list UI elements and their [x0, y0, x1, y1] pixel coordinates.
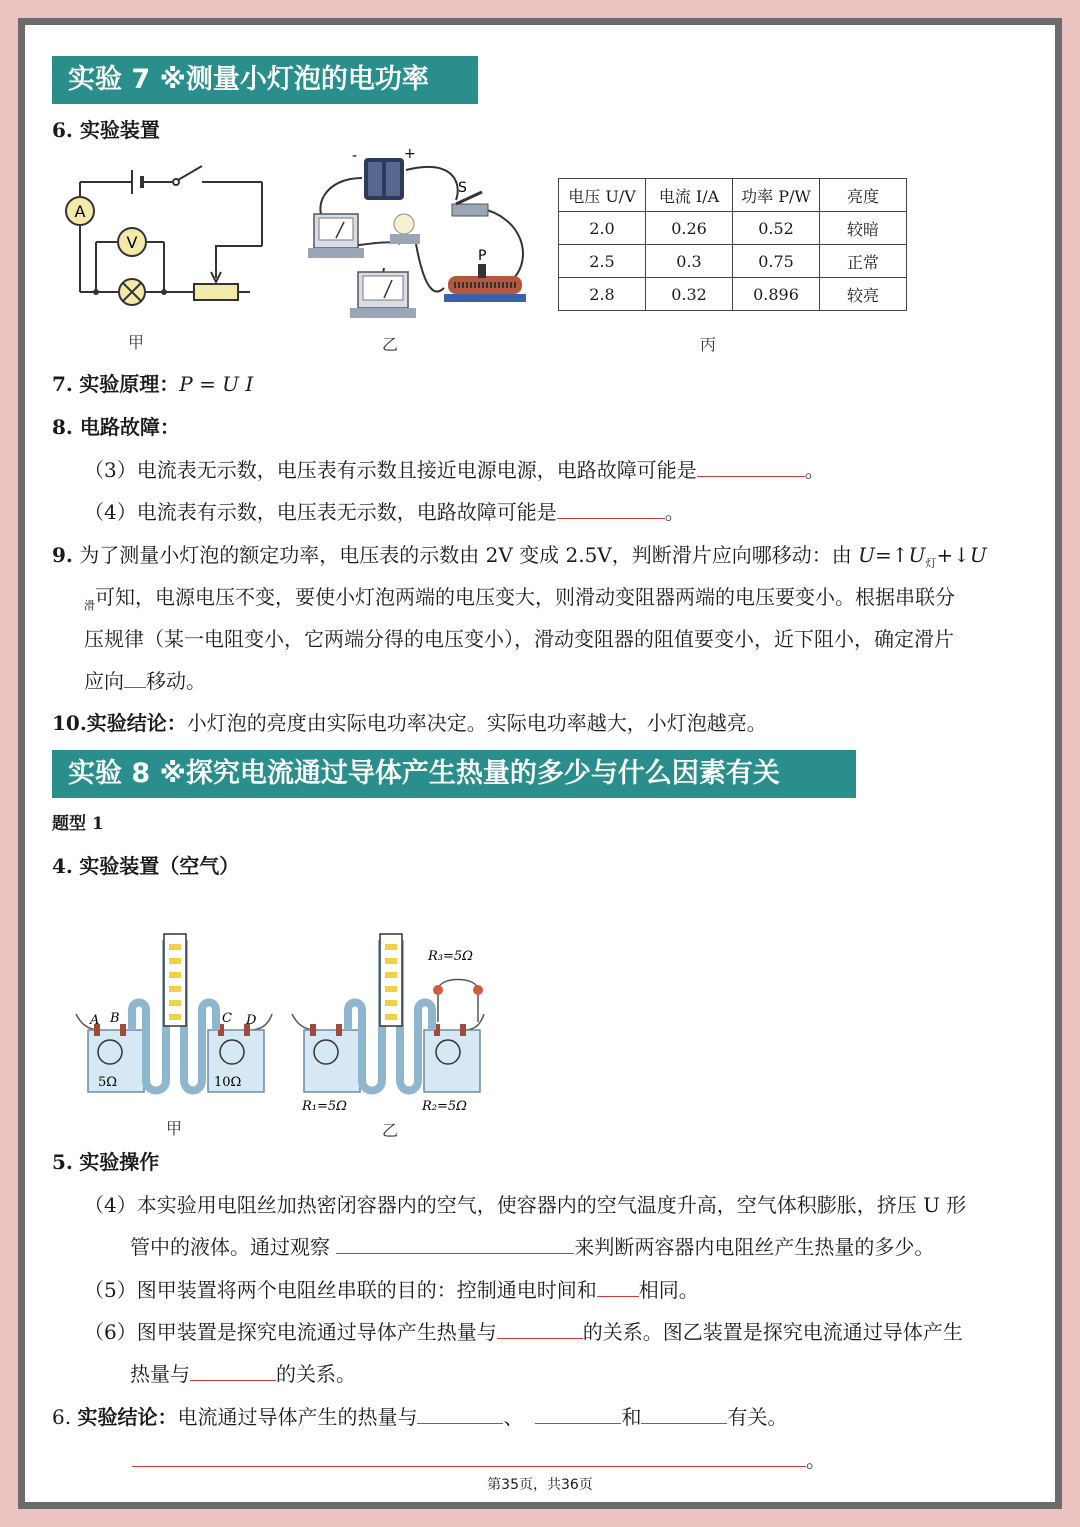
section-label: 实验装置 — [79, 118, 160, 142]
exp7-section-10 — [52, 709, 767, 737]
section-number: 10. — [52, 711, 87, 735]
figure-caption-a: 甲 — [128, 333, 145, 352]
exp8-section-6 — [52, 1403, 787, 1431]
table-cell: 0.3 — [646, 245, 733, 278]
punctuation: 。 — [806, 1448, 826, 1472]
question-text: （5）图甲装置将两个电阻丝串联的目的：控制通电时间和 — [84, 1278, 597, 1302]
table-cell: 2.8 — [559, 278, 646, 311]
resistor-r3-icon — [433, 985, 483, 995]
container-right — [424, 1024, 480, 1092]
question-text: （3）电流表无示数，电压表有示数且接近电源电源，电路故障可能是 — [84, 458, 697, 482]
section-label: 实验结论： — [86, 711, 187, 735]
exp7-section-9-line4 — [84, 667, 206, 695]
figure-caption-b: 乙 — [382, 335, 399, 354]
header-brightness: 亮度 — [820, 179, 907, 212]
section-label: 实验结论： — [77, 1405, 178, 1429]
question-type-label: 题型 1 — [52, 814, 104, 834]
lamp-icon — [119, 279, 145, 305]
operation-question-5 — [84, 1276, 699, 1304]
fault-question-3 — [84, 456, 825, 484]
table-row — [559, 278, 907, 311]
question-text: 热量与 — [130, 1362, 190, 1386]
table-cell: 2.0 — [559, 212, 646, 245]
operation-question-4-line1: （4）本实验用电阻丝加热密闭容器内的空气，使容器内的空气温度升高，空气体积膨胀，挤压 U 形 — [84, 1193, 967, 1217]
battery-icon — [364, 158, 404, 200]
answer-blank[interactable] — [124, 669, 146, 688]
answer-blank[interactable] — [336, 1235, 574, 1254]
table-cell: 较暗 — [820, 212, 907, 245]
punctuation: 、 — [503, 1405, 524, 1429]
svg-text:P: P — [478, 248, 487, 264]
table-cell: 0.32 — [646, 278, 733, 311]
header-voltage: 电压 U/V — [559, 179, 646, 212]
voltmeter-device-icon — [350, 272, 416, 318]
answer-blank[interactable] — [641, 1405, 727, 1424]
table-cell: 0.896 — [733, 278, 820, 311]
operation-question-6-line1 — [84, 1318, 963, 1346]
voltmeter-icon — [118, 228, 146, 256]
table-row — [559, 212, 907, 245]
answer-blank[interactable] — [190, 1362, 276, 1381]
conclusion-text: 电流通过导体产生的热量与 — [177, 1405, 418, 1429]
section-number: 6. — [52, 1405, 72, 1429]
operation-question-6-line2 — [130, 1360, 356, 1388]
formula: U=↑U — [858, 543, 926, 567]
svg-text:-: - — [352, 148, 358, 164]
heat-caption-b: 乙 — [382, 1121, 399, 1140]
question-text: 管中的液体。通过观察 — [130, 1235, 337, 1259]
answer-blank[interactable] — [535, 1405, 621, 1424]
exp7-section-9-line3: 压规律（某一电阻变小，它两端分得的电压变小），滑动变阻器的阻值要变小，近下阻小，确定滑片 — [84, 627, 954, 651]
answer-blank[interactable] — [697, 458, 805, 477]
exp7-section-8 — [52, 413, 180, 441]
conclusion-text: 有关。 — [727, 1405, 788, 1429]
section-label: 实验原理： — [79, 372, 180, 396]
table-cell: 2.5 — [559, 245, 646, 278]
table-cell: 0.75 — [733, 245, 820, 278]
table-cell: 正常 — [820, 245, 907, 278]
formula: +↓U — [936, 543, 987, 567]
exp7-section-7 — [52, 370, 253, 398]
table-cell: 0.26 — [646, 212, 733, 245]
exp7-section-6 — [52, 116, 160, 144]
paragraph-text: 移动。 — [146, 669, 206, 693]
exp8-section-4 — [52, 852, 239, 880]
operation-question-4-line2 — [130, 1233, 934, 1261]
table-cell: 较亮 — [820, 278, 907, 311]
conjunction: 和 — [621, 1405, 642, 1429]
table-header-row — [559, 179, 907, 212]
svg-text:B: B — [110, 1011, 120, 1026]
section-number: 8. — [52, 415, 73, 439]
svg-text:S: S — [458, 180, 467, 196]
svg-text:5Ω: 5Ω — [98, 1075, 118, 1090]
section-label: 实验操作 — [79, 1150, 160, 1174]
svg-text:10Ω: 10Ω — [214, 1075, 242, 1090]
section-number: 9. — [52, 543, 73, 567]
svg-text:R₁=5Ω: R₁=5Ω — [302, 1099, 347, 1114]
table-cell: 0.52 — [733, 212, 820, 245]
subscript: 灯 — [925, 557, 937, 570]
measurement-table — [558, 178, 907, 311]
paragraph-text: 为了测量小灯泡的额定功率，电压表的示数由 2V 变成 2.5V，判断滑片应向哪移动：由 — [79, 543, 859, 567]
answer-blank[interactable] — [597, 1278, 639, 1297]
exp8-section-5 — [52, 1148, 159, 1176]
question-text: （6）图甲装置是探究电流通过导体产生热量与 — [84, 1320, 497, 1344]
punctuation: 。 — [804, 458, 825, 482]
svg-text:+: + — [404, 148, 416, 162]
ammeter-icon — [66, 197, 94, 225]
question-text: 来判断两容器内电阻丝产生热量的多少。 — [574, 1235, 935, 1259]
paragraph-text: 应向 — [84, 669, 124, 693]
heat-caption-a: 甲 — [166, 1119, 183, 1138]
svg-text:R₃=5Ω: R₃=5Ω — [428, 949, 473, 964]
svg-text:R₂=5Ω: R₂=5Ω — [422, 1099, 467, 1114]
answer-blank[interactable] — [497, 1320, 583, 1339]
section-label: 电路故障： — [79, 415, 180, 439]
power-formula: P = U I — [179, 372, 254, 396]
exp7-section-9-line1 — [52, 541, 987, 578]
page-footer: 第35页，共36页 — [487, 1477, 593, 1493]
exp8-section-6-line2 — [132, 1446, 826, 1474]
answer-blank[interactable] — [557, 500, 665, 519]
answer-blank[interactable] — [132, 1448, 806, 1467]
svg-text:C: C — [222, 1011, 232, 1026]
rheostat-device-icon — [444, 264, 526, 302]
section-number: 6. — [52, 118, 73, 142]
section-number: 4. — [52, 854, 73, 878]
exp7-title-banner: 实验 7 ※测量小灯泡的电功率 — [52, 56, 478, 104]
question-text: （4）电流表有示数，电压表无示数，电路故障可能是 — [84, 500, 557, 524]
svg-text:V: V — [126, 233, 138, 252]
section-number: 5. — [52, 1150, 73, 1174]
figure-caption-c: 丙 — [700, 335, 717, 354]
heat-apparatus-b — [288, 930, 488, 1120]
svg-text:D: D — [246, 1013, 257, 1028]
section-label: 实验装置（空气） — [79, 854, 240, 878]
question-text: 相同。 — [638, 1278, 699, 1302]
question-text: 的关系。 — [276, 1362, 356, 1386]
ammeter-device-icon — [308, 214, 364, 258]
answer-blank[interactable] — [417, 1405, 503, 1424]
svg-text:A: A — [74, 202, 86, 221]
question-text: 的关系。图乙装置是探究电流通过导体产生 — [582, 1320, 963, 1344]
apparatus-illustration — [304, 148, 534, 320]
heat-apparatus-a — [72, 930, 282, 1120]
paragraph-text: 可知，电源电压不变，要使小灯泡两端的电压变大，则滑动变阻器两端的电压要变小。根据串联分 — [95, 585, 955, 609]
svg-text:A: A — [90, 1013, 100, 1028]
circuit-diagram — [60, 160, 270, 310]
punctuation: 。 — [664, 500, 685, 524]
container-left — [304, 1024, 360, 1092]
exp7-section-9-line2 — [84, 583, 955, 620]
header-current: 电流 I/A — [646, 179, 733, 212]
conclusion-text: 小灯泡的亮度由实际电功率决定。实际电功率越大，小灯泡越亮。 — [186, 711, 767, 735]
exp8-title-banner: 实验 8 ※探究电流通过导体产生热量的多少与什么因素有关 — [52, 750, 856, 798]
subscript: 滑 — [84, 599, 95, 612]
lamp-device-icon — [390, 214, 420, 244]
section-number: 7. — [52, 372, 73, 396]
fault-question-4 — [84, 498, 685, 526]
table-row — [559, 245, 907, 278]
header-power: 功率 P/W — [733, 179, 820, 212]
